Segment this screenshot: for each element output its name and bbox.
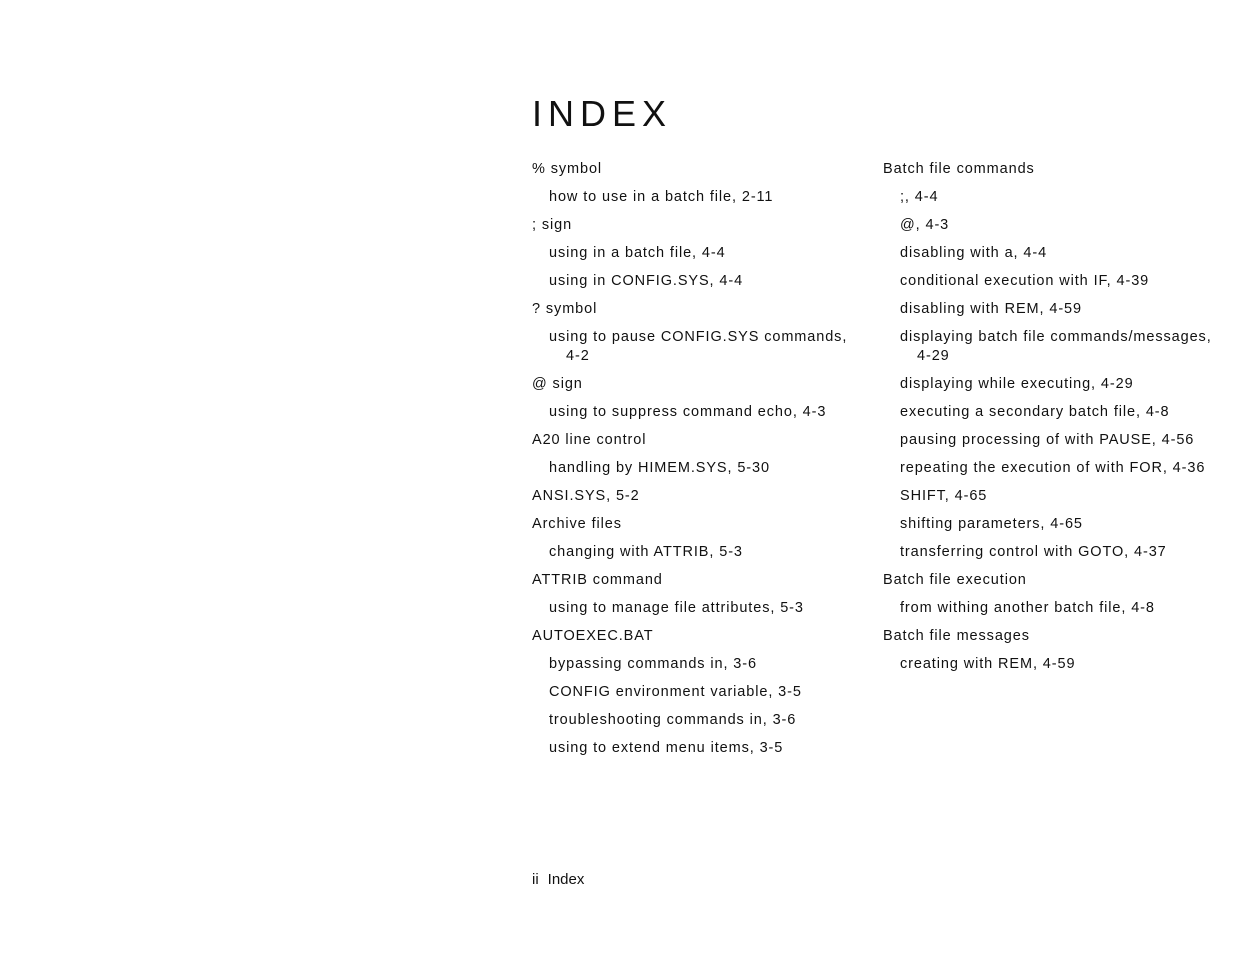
- index-subterm: @, 4-3: [900, 217, 950, 233]
- index-subterm: handling by HIMEM.SYS, 5-30: [549, 459, 770, 476]
- index-subterm: transferring control with GOTO, 4-37: [900, 543, 1167, 560]
- index-subterm: using to suppress command echo, 4-3: [549, 403, 827, 420]
- index-term: ATTRIB command: [532, 571, 663, 588]
- index-term: ANSI.SYS, 5-2: [532, 487, 640, 504]
- index-term: A20 line control: [532, 431, 647, 448]
- index-subterm: SHIFT, 4-65: [900, 487, 988, 504]
- index-subterm: from withing another batch file, 4-8: [900, 599, 1155, 616]
- index-term: % symbol: [532, 161, 603, 177]
- index-column-right: [883, 160, 1213, 683]
- index-term: @ sign: [532, 375, 583, 392]
- index-subterm: creating with REM, 4-59: [900, 655, 1076, 672]
- index-term: AUTOEXEC.BAT: [532, 627, 654, 644]
- index-subterm: disabling with a, 4-4: [900, 245, 1048, 261]
- footer-section-name: Index: [547, 871, 585, 888]
- index-subterm: bypassing commands in, 3-6: [549, 655, 757, 672]
- index-column-left: [532, 160, 862, 767]
- index-subterm: shifting parameters, 4-65: [900, 515, 1083, 532]
- index-term: Archive files: [532, 515, 622, 532]
- index-subterm: displaying batch file commands/messages, 4-29: [900, 329, 1212, 364]
- index-subterm: using to manage file attributes, 5-3: [549, 599, 804, 616]
- index-subterm: troubleshooting commands in, 3-6: [549, 711, 797, 728]
- footer-page-number: ii: [532, 871, 539, 888]
- index-subterm: conditional execution with IF, 4-39: [900, 273, 1150, 289]
- index-term: Batch file commands: [883, 161, 1035, 177]
- index-subterm: ;, 4-4: [900, 189, 939, 205]
- index-subterm: changing with ATTRIB, 5-3: [549, 543, 743, 560]
- index-subterm: repeating the execution of with FOR, 4-36: [900, 459, 1206, 476]
- index-subterm: using in CONFIG.SYS, 4-4: [549, 273, 744, 289]
- index-term: ? symbol: [532, 301, 598, 317]
- index-subterm: pausing processing of with PAUSE, 4-56: [900, 431, 1195, 448]
- index-subterm: CONFIG environment variable, 3-5: [549, 683, 802, 700]
- index-subterm: using to pause CONFIG.SYS commands, 4-2: [549, 329, 848, 364]
- index-subterm: executing a secondary batch file, 4-8: [900, 403, 1170, 420]
- index-term: Batch file execution: [883, 571, 1027, 588]
- index-subterm: using to extend menu items, 3-5: [549, 739, 784, 756]
- index-term: Batch file messages: [883, 627, 1030, 644]
- index-subterm: displaying while executing, 4-29: [900, 375, 1134, 392]
- index-subterm: disabling with REM, 4-59: [900, 301, 1082, 317]
- index-term: ; sign: [532, 217, 573, 233]
- page-title: INDEX: [532, 93, 673, 134]
- page-footer: [532, 871, 584, 889]
- index-subterm: how to use in a batch file, 2-11: [549, 189, 774, 205]
- index-subterm: using in a batch file, 4-4: [549, 245, 726, 261]
